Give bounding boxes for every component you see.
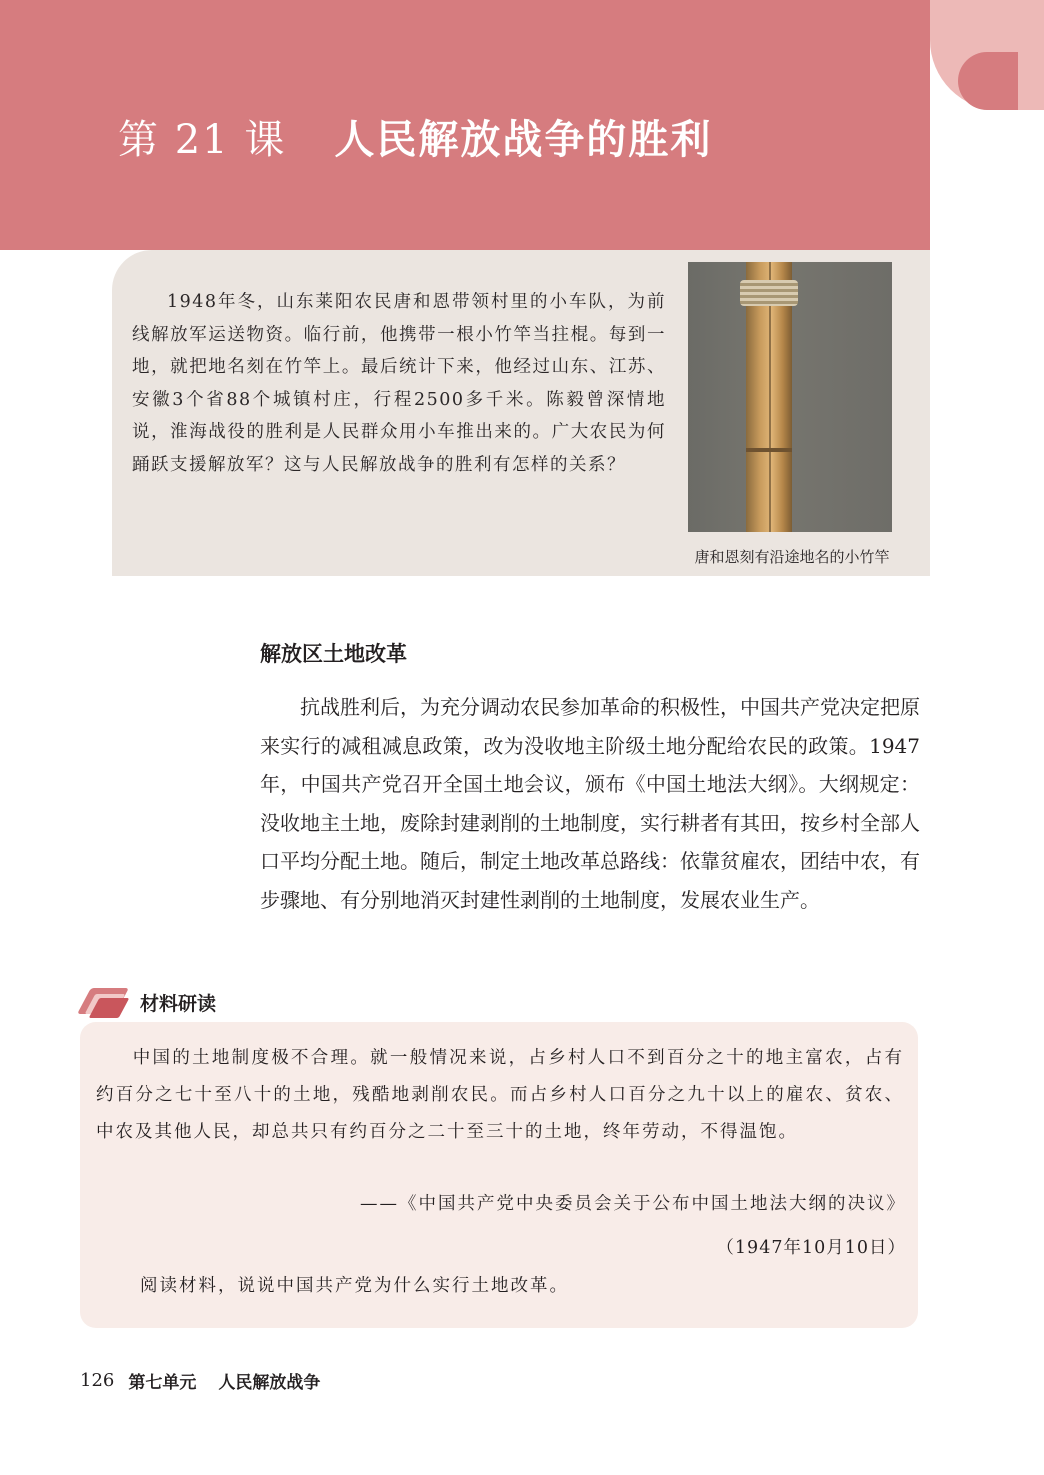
bamboo-node bbox=[746, 448, 792, 452]
body-paragraph: 抗战胜利后，为充分调动农民参加革命的积极性，中国共产党决定把原来实行的减租减息政策，改为没收地主阶级土地分配给农民的政策。1947年，中国共产党召开全国土地会议，颁布《中国土地法大纲》。大纲规定：没收地主土地，废除封建剥削的土地制度，实行耕者有其田，按乡村全部人口平均分配土地。随后，制定土地改革总路线：依靠贫雇农，团结中农，有步骤地、有分别地消灭封建性剥削的土地制度，发展农业生产。 bbox=[260, 695, 920, 912]
reading-label bbox=[82, 984, 216, 1020]
lesson-number: 第 21 课 bbox=[118, 117, 287, 163]
lesson-name: 人民解放战争的胜利 bbox=[334, 116, 713, 163]
material-source: ——《中国共产党中央委员会关于公布中国土地法大纲的决议》 bbox=[360, 1194, 906, 1214]
unit-name: 第七单元 bbox=[128, 1372, 197, 1393]
page-number: 126 bbox=[80, 1369, 115, 1391]
bamboo-pole-photo bbox=[688, 262, 892, 532]
reading-question: 阅读材料，说说中国共产党为什么实行土地改革。 bbox=[140, 1276, 569, 1296]
photo-caption: 唐和恩刻有沿途地名的小竹竿 bbox=[694, 548, 890, 566]
section-heading: 解放区土地改革 bbox=[260, 641, 407, 666]
section-body bbox=[260, 688, 920, 920]
page-footer bbox=[80, 1368, 320, 1392]
corner-decoration-inner bbox=[958, 52, 1018, 110]
reading-title: 材料研读 bbox=[140, 992, 217, 1015]
reading-material bbox=[96, 1040, 904, 1151]
rope-binding bbox=[740, 280, 798, 306]
bamboo-pole bbox=[746, 262, 792, 532]
intro-text bbox=[132, 286, 666, 481]
material-source-date: （1947年10月10日） bbox=[716, 1238, 906, 1258]
unit-title: 人民解放战争 bbox=[218, 1372, 321, 1393]
lesson-title bbox=[118, 108, 712, 168]
material-paragraph: 中国的土地制度极不合理。就一般情况来说，占乡村人口不到百分之十的地主富农，占有约百分之七十至八十的土地，残酷地剥削农民。而占乡村人口百分之九十以上的雇农、贫农、中农及其他人民，却总共只有约百分之二十至三十的土地，终年劳动，不得温饱。 bbox=[96, 1048, 904, 1142]
intro-paragraph: 1948年冬，山东莱阳农民唐和恩带领村里的小车队，为前线解放军运送物资。临行前，他携带一根小竹竿当拄棍。每到一地，就把地名刻在竹竿上。最后统计下来，他经过山东、江苏、安徽3个省88个城镇村庄，行程2500多千米。陈毅曾深情地说，淮海战役的胜利是人民群众用小车推出来的。广大农民为何踊跃支援解放军？这与人民解放战争的胜利有怎样的关系？ bbox=[132, 292, 666, 475]
book-icon bbox=[82, 984, 128, 1020]
